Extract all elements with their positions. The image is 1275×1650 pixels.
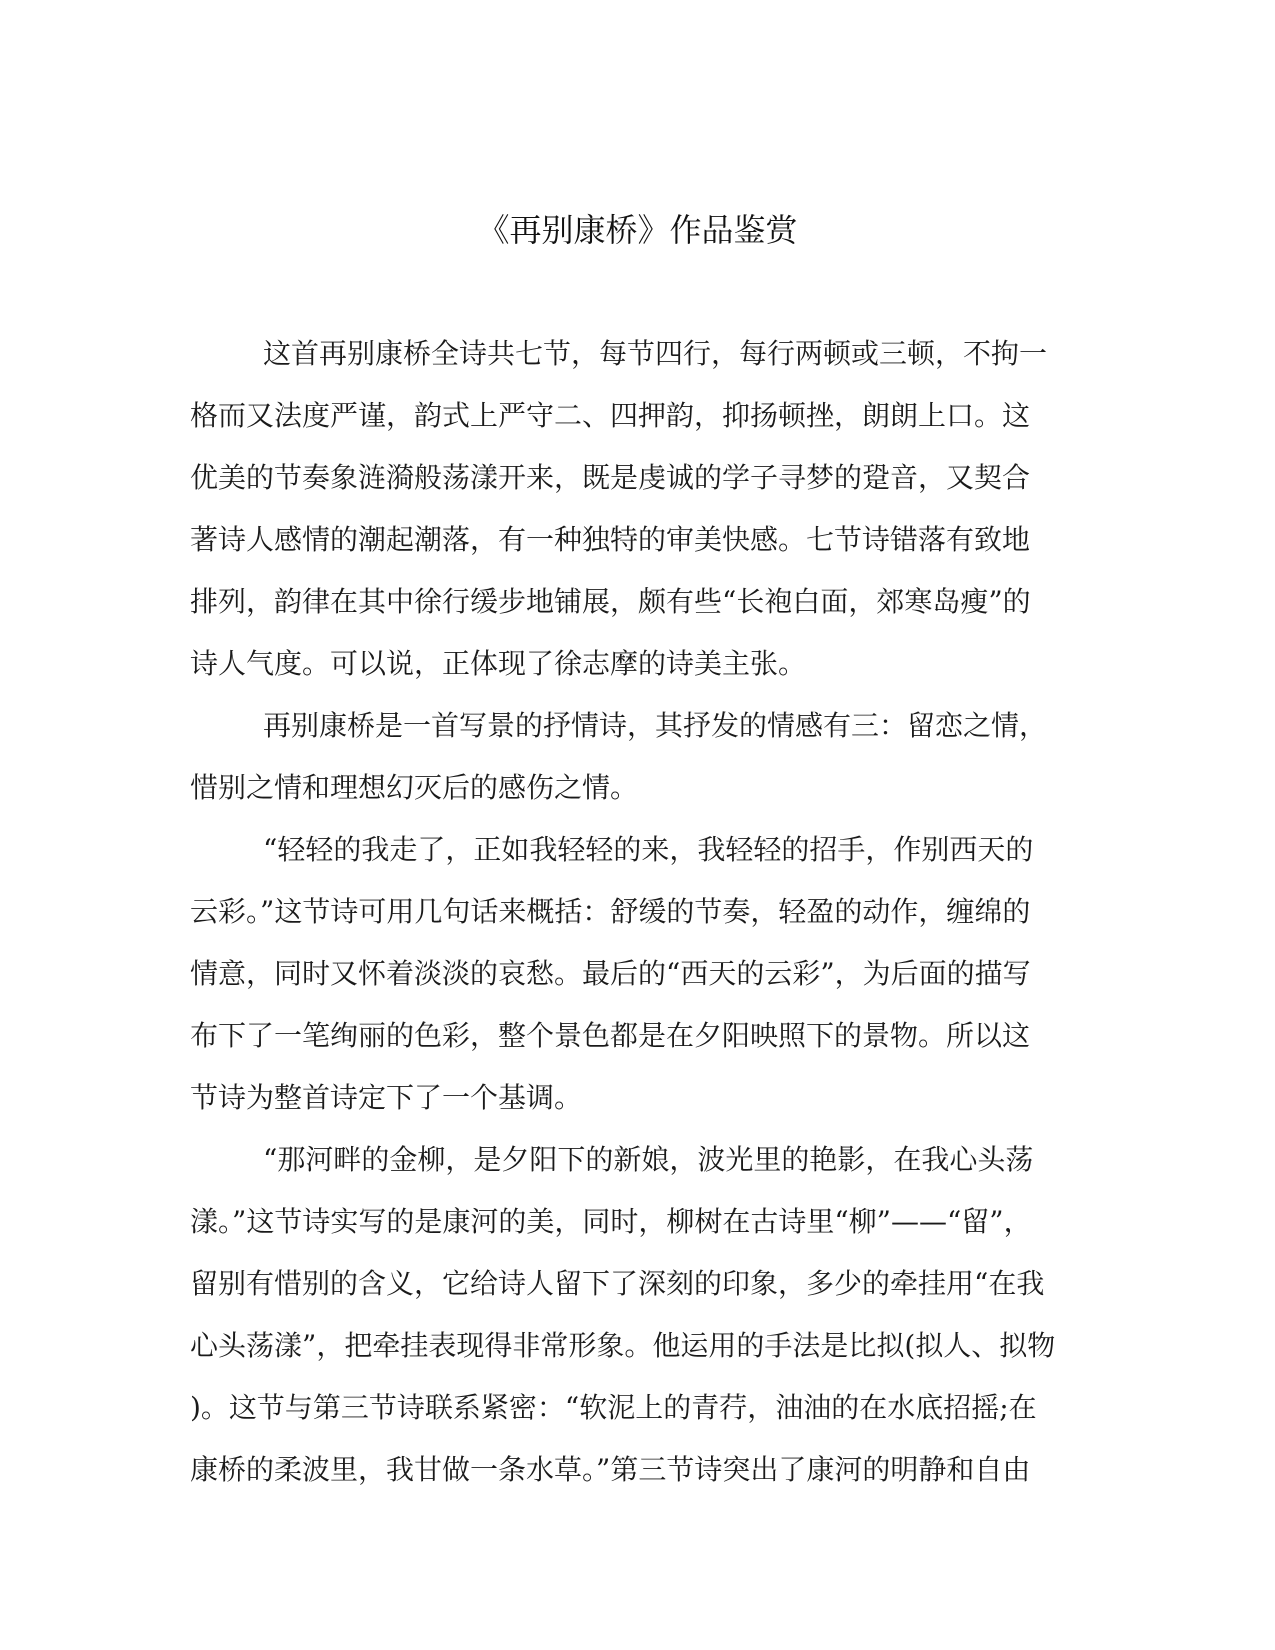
document-title: 《再别康桥》作品鉴赏 [477,211,798,249]
paragraph-line: 云彩。”这节诗可用几句话来概括：舒缓的节奏，轻盈的动作，缠绵的 [190,895,1031,928]
paragraph-line: 格而又法度严谨，韵式上严守二、四押韵，抑扬顿挫，朗朗上口。这 [190,399,1031,432]
paragraph-line: 布下了一笔绚丽的色彩，整个景色都是在夕阳映照下的景物。所以这 [190,1019,1031,1052]
document-body [190,323,1090,1501]
paragraph-line: )。这节与第三节诗联系紧密：“软泥上的青荇，油油的在水底招摇;在 [190,1391,1037,1424]
paragraph-line: 心头荡漾”，把牵挂表现得非常形象。他运用的手法是比拟(拟人、拟物 [190,1329,1056,1362]
paragraph-line: 情意，同时又怀着淡淡的哀愁。最后的“西天的云彩”，为后面的描写 [190,957,1031,990]
paragraph-line: 惜别之情和理想幻灭后的感伤之情。 [190,771,639,804]
paragraph-line: 这首再别康桥全诗共七节，每节四行，每行两顿或三顿，不拘一 [263,337,1048,370]
paragraph-line: 节诗为整首诗定下了一个基调。 [190,1081,583,1114]
paragraph-line: 著诗人感情的潮起潮落，有一种独特的审美快感。七节诗错落有致地 [190,523,1031,556]
paragraph-line: 诗人气度。可以说，正体现了徐志摩的诗美主张。 [190,647,807,680]
paragraph-line: “那河畔的金柳，是夕阳下的新娘，波光里的艳影，在我心头荡 [263,1143,1034,1176]
paragraph-line: 漾。”这节诗实写的是康河的美，同时，柳树在古诗里“柳”——“留”， [190,1205,1032,1238]
paragraph-line: 优美的节奏象涟漪般荡漾开来，既是虔诚的学子寻梦的跫音，又契合 [190,461,1031,494]
paragraph-line: “轻轻的我走了，正如我轻轻的来，我轻轻的招手，作别西天的 [263,833,1034,866]
paragraph-line: 排列，韵律在其中徐行缓步地铺展，颇有些“长袍白面，郊寒岛瘦”的 [190,585,1031,618]
paragraph-line: 留别有惜别的含义，它给诗人留下了深刻的印象，多少的牵挂用“在我 [190,1267,1045,1300]
paragraph-line: 再别康桥是一首写景的抒情诗，其抒发的情感有三：留恋之情， [263,709,1048,742]
paragraph-line: 康桥的柔波里，我甘做一条水草。”第三节诗突出了康河的明静和自由 [190,1453,1031,1486]
